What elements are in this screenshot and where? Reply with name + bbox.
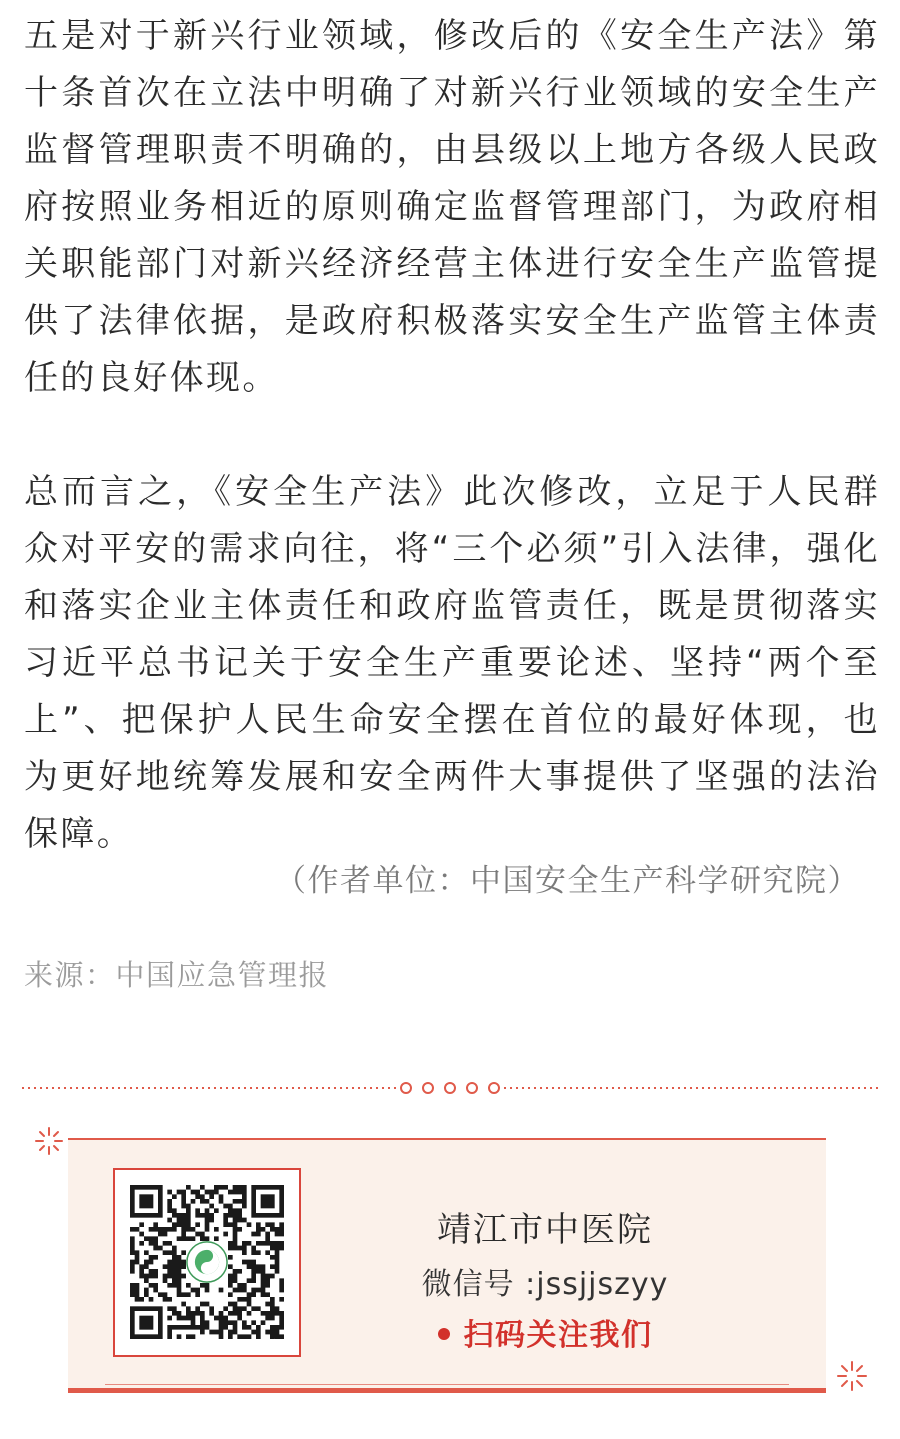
follow-cta[interactable] xyxy=(360,1310,730,1362)
author-affiliation: （作者单位：中国安全生产科学研究院） xyxy=(275,863,860,899)
article-paragraph-2: 总而言之，《安全生产法》此次修改，立足于人民群众对平安的需求向往，将“三个必须”引入法律，强化和落实企业主体责任和政府监管责任，既是贯彻落实习近平总书记关于安全生产重要论述、坚持“两个至上”、把保护人民生命安全摆在首位的最好体现，也为更好地统筹发展和安全两件大事提供了坚强的法治保障。 xyxy=(24,472,880,854)
qr-code-icon xyxy=(130,1185,284,1339)
org-name: 靖江市中医院 xyxy=(437,1210,653,1250)
account-info xyxy=(360,1200,730,1362)
card-bottom-border xyxy=(68,1388,826,1393)
card-bottom-inner-border xyxy=(105,1384,789,1385)
follow-cta-label: 扫码关注我们 xyxy=(463,1318,653,1353)
article-source: 来源：中国应急管理报 xyxy=(24,958,330,992)
qr-code-frame[interactable] xyxy=(113,1168,301,1357)
card-top-border xyxy=(68,1138,826,1140)
dotted-divider xyxy=(22,1079,878,1097)
article-paragraph-1: 五是对于新兴行业领域，修改后的《安全生产法》第十条首次在立法中明确了对新兴行业领域的安全生产监督管理职责不明确的，由县级以上地方各级人民政府按照业务相近的原则确定监督管理部门，为政府相关职能部门对新兴经济经营主体进行安全生产监管提供了法律依据，是政府积极落实安全生产监管主体责任的良好体现。 xyxy=(24,16,880,398)
wechat-id: 微信号 :jssjjszyy xyxy=(421,1267,669,1302)
sparkle-icon xyxy=(34,1126,64,1156)
article-body xyxy=(24,8,880,863)
bullet-dot-icon xyxy=(438,1328,450,1340)
sparkle-icon xyxy=(836,1360,868,1392)
